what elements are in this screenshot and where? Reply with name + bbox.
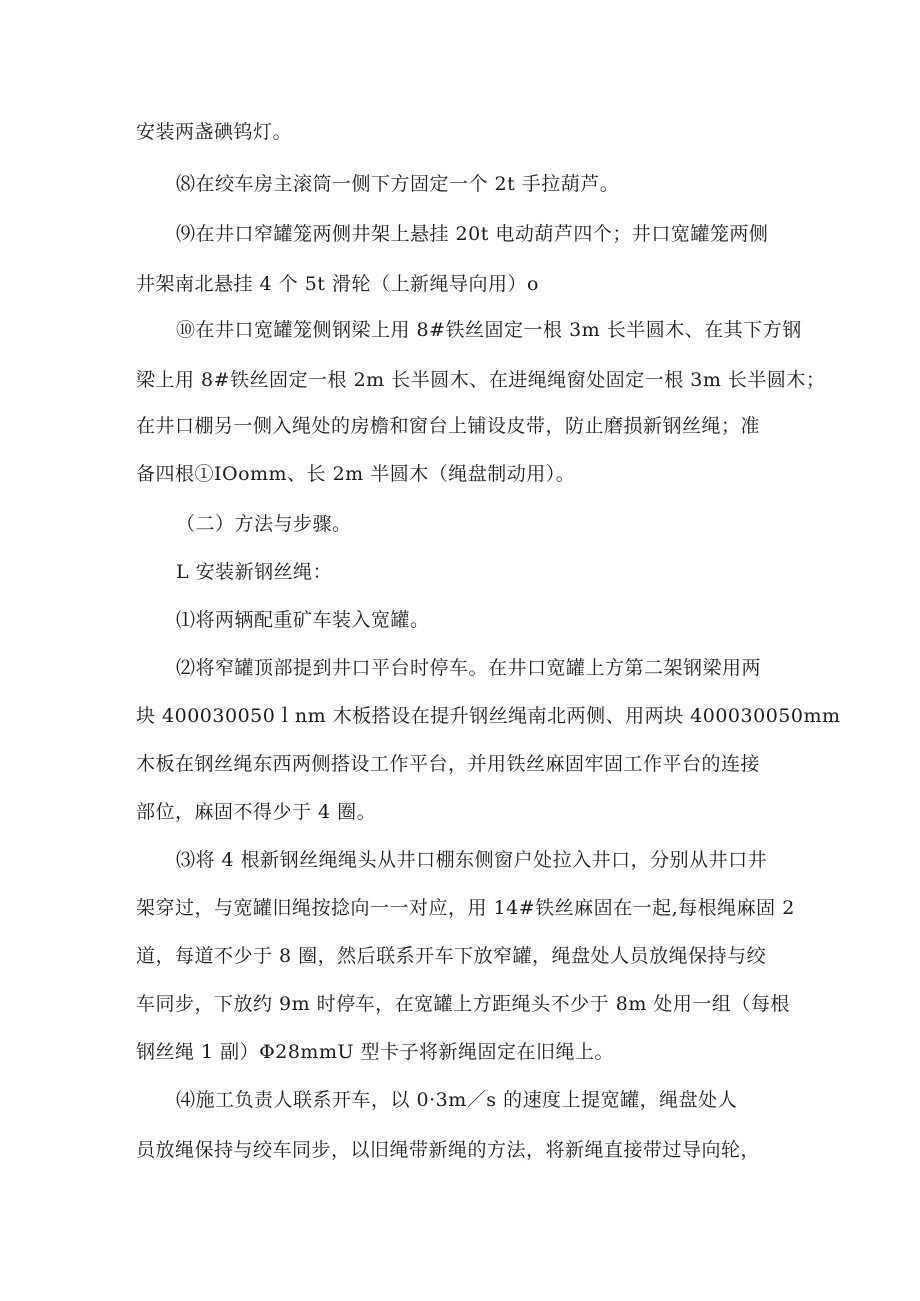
text-line: 备四根①IOomm、长 2m 半圆木（绳盘制动用）。 [136, 463, 576, 485]
text-line: 块 400030050ｌnm 木板搭设在提升钢丝绳南北两侧、用两块 400030050mm [136, 705, 841, 727]
text-line: 车同步，下放约 9m 时停车，在宽罐上方距绳头不少于 8m 处用一组（每根 [136, 993, 790, 1015]
text-line: ⑵将窄罐顶部提到井口平台时停车。在井口宽罐上方第二架钢梁用两 [176, 657, 762, 679]
section-heading: （二）方法与步骤。 [176, 513, 352, 535]
subsection-heading: L 安装新钢丝绳： [176, 561, 333, 583]
text-line: ⑼在井口窄罐笼两侧井架上悬挂 20t 电动葫芦四个；井口宽罐笼两侧 [176, 223, 769, 245]
text-line: ⑷施工负责人联系开车，以 0·3m／s 的速度上提宽罐，绳盘处人 [176, 1089, 738, 1111]
text-line: 木板在钢丝绳东西两侧搭设工作平台，并用铁丝麻固牢固工作平台的连接 [136, 753, 761, 775]
text-line: ⑻在绞车房主滚筒一侧下方固定一个 2t 手拉葫芦。 [176, 173, 620, 195]
text-line: 钢丝绳 1 副）Φ28mmU 型卡子将新绳固定在旧绳上。 [136, 1041, 615, 1063]
text-line: 在井口棚另一侧入绳处的房檐和窗台上铺设皮带，防止磨损新钢丝绳；准 [136, 415, 761, 437]
text-line: ⑩在井口宽罐笼侧钢梁上用 8#铁丝固定一根 3m 长半圆木、在其下方钢 [176, 319, 802, 341]
text-line: 井架南北悬挂 4 个 5t 滑轮（上新绳导向用）o [136, 273, 539, 295]
text-line: 道，每道不少于 8 圈，然后联系开车下放窄罐，绳盘处人员放绳保持与绞 [136, 945, 767, 967]
text-line: 架穿过，与宽罐旧绳按捻向一一对应，用 14#铁丝麻固在一起,每根绳麻固 2 [136, 897, 795, 919]
text-line: ⑶将 4 根新钢丝绳绳头从井口棚东侧窗户处拉入井口，分别从井口井 [176, 849, 768, 871]
text-line: 部位，麻固不得少于 4 圈。 [136, 801, 377, 823]
text-line: 员放绳保持与绞车同步，以旧绳带新绳的方法，将新绳直接带过导向轮， [136, 1139, 761, 1161]
text-line: 梁上用 8#铁丝固定一根 2m 长半圆木、在进绳绳窗处固定一根 3m 长半圆木； [136, 369, 826, 391]
text-line: 安装两盏碘钨灯。 [136, 121, 293, 143]
text-line: ⑴将两辆配重矿车装入宽罐。 [176, 609, 430, 631]
